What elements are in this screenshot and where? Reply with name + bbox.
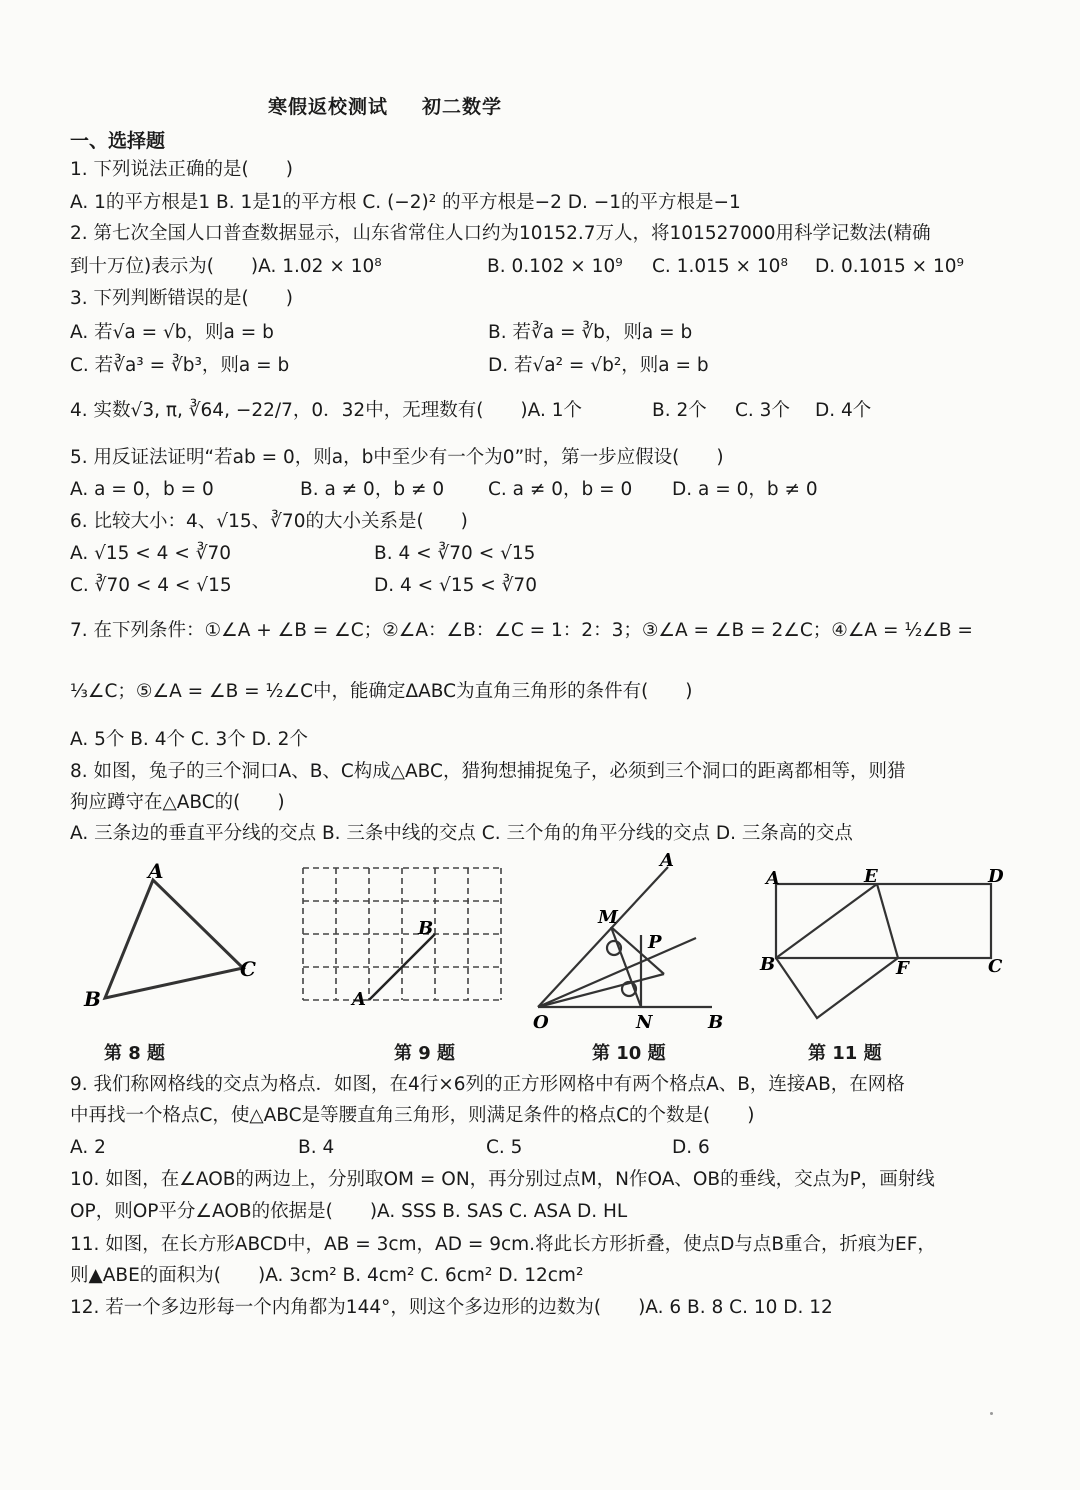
- fig11-label-f: F: [896, 958, 909, 979]
- q4-stem: 4. 实数√3, π, ∛64, −22/7，0．32中，无理数有( )A. 1个: [70, 400, 582, 421]
- q9-stem: 9. 我们称网格线的交点为格点．如图，在4行×6列的正方形网格中有两个格点A、B，连接AB，在网格: [70, 1074, 905, 1095]
- q10-stem: 10. 如图，在∠AOB的两边上，分别取OM = ON，再分别过点M，N作OA、OB的垂线，交点为P，画射线: [70, 1169, 935, 1190]
- q9-stem-line2: 中再找一个格点C，使△ABC是等腰直角三角形，则满足条件的格点C的个数是( ): [70, 1105, 755, 1126]
- fig10-label-n: N: [636, 1012, 653, 1033]
- fig11-label-c: C: [988, 956, 1003, 977]
- q2-option-b: B. 0.102 × 10⁹: [487, 256, 623, 277]
- section-heading: 一、选择题: [70, 130, 166, 152]
- q5-option-d: D. a = 0，b ≠ 0: [672, 479, 818, 500]
- q9-option-a: A. 2: [70, 1137, 106, 1158]
- q6-option-d: D. 4 < √15 < ∛70: [374, 575, 537, 596]
- fig11-caption: 第 11 题: [808, 1043, 882, 1064]
- q12-stem: 12. 若一个多边形每一个内角都为144°，则这个多边形的边数为( )A. 6 B. 8 C. 10 D. 12: [70, 1297, 833, 1318]
- fig8-label-a: A: [148, 859, 164, 883]
- q2-stem-line2: 到十万位)表示为( )A. 1.02 × 10⁸: [70, 256, 382, 277]
- q3-option-c: C. 若∛a³ = ∛b³，则a = b: [70, 355, 290, 376]
- q3-option-a: A. 若√a = √b，则a = b: [70, 322, 274, 343]
- q10-stem-line2: OP，则OP平分∠AOB的依据是( )A. SSS B. SAS C. ASA D. HL: [70, 1201, 628, 1222]
- q6-option-b: B. 4 < ∛70 < √15: [374, 543, 536, 564]
- fig11-label-e: E: [864, 866, 878, 887]
- fig10-label-a: A: [660, 850, 674, 871]
- q9-option-c: C. 5: [486, 1137, 523, 1158]
- fig9-caption: 第 9 题: [394, 1043, 456, 1064]
- q5-stem: 5. 用反证法证明“若ab = 0，则a，b中至少有一个为0”时，第一步应假设( ): [70, 447, 724, 468]
- fig10-label-b: B: [708, 1012, 724, 1033]
- q4-option-d: D. 4个: [815, 400, 872, 421]
- fig11-label-d: D: [988, 866, 1004, 887]
- exam-title: [268, 92, 502, 119]
- figure-10-angle: [538, 867, 712, 1007]
- q5-option-c: C. a ≠ 0，b = 0: [488, 479, 633, 500]
- fig9-label-b: B: [418, 918, 434, 939]
- q9-option-d: D. 6: [672, 1137, 710, 1158]
- title-text: 寒假返校测试: [268, 96, 389, 118]
- fig11-label-a: A: [766, 868, 780, 889]
- q8-stem-line2: 狗应蹲守在△ABC的( ): [70, 792, 285, 813]
- q7-stem: 7. 在下列条件：①∠A + ∠B = ∠C；②∠A：∠B：∠C = 1：2：3；③∠A = ∠B = 2∠C；④∠A = ½∠B =: [70, 620, 973, 641]
- subtitle-text: 初二数学: [422, 96, 503, 118]
- q11-stem-line2: 则▲ABE的面积为( )A. 3cm² B. 4cm² C. 6cm² D. 12cm²: [70, 1265, 584, 1286]
- q3-option-d: D. 若√a² = √b²，则a = b: [488, 355, 709, 376]
- fig10-label-p: P: [648, 932, 662, 953]
- fig11-label-b: B: [760, 954, 776, 975]
- q6-option-c: C. ∛70 < 4 < √15: [70, 575, 232, 596]
- q9-option-b: B. 4: [298, 1137, 335, 1158]
- fig10-label-m: M: [598, 907, 618, 928]
- q4-option-b: B. 2个: [652, 400, 707, 421]
- rectangle-abcd: [776, 884, 991, 958]
- figures-row: [0, 850, 1080, 1035]
- q8-options: A. 三条边的垂直平分线的交点 B. 三条中线的交点 C. 三个角的角平分线的交点 D. 三条高的交点: [70, 823, 853, 844]
- q4-option-c: C. 3个: [735, 400, 790, 421]
- q6-option-a: A. √15 < 4 < ∛70: [70, 543, 232, 564]
- q5-option-b: B. a ≠ 0，b ≠ 0: [300, 479, 445, 500]
- q1-options: A. 1的平方根是1 B. 1是1的平方根 C. (−2)² 的平方根是−2 D. −1的平方根是−1: [70, 192, 741, 213]
- fig10-caption: 第 10 题: [592, 1043, 666, 1064]
- fig9-label-a: A: [352, 989, 366, 1010]
- figure-11-rectangle: [776, 884, 991, 1018]
- figure-8-triangle: [105, 880, 243, 998]
- q8-stem: 8. 如图，兔子的三个洞口A、B、C构成△ABC，猎狗想捕捉兔子，必须到三个洞口的距离都相等，则猎: [70, 761, 906, 782]
- q7-stem-line2: ⅓∠C；⑤∠A = ∠B = ½∠C中，能确定ΔABC为直角三角形的条件有( ): [70, 681, 693, 702]
- q2-stem: 2. 第七次全国人口普查数据显示，山东省常住人口约为10152.7万人，将101527000用科学记数法(精确: [70, 223, 931, 244]
- q11-stem: 11. 如图，在长方形ABCD中，AB = 3cm，AD = 9cm.将此长方形折叠，使点D与点B重合，折痕为EF，: [70, 1234, 936, 1255]
- q7-options: A. 5个 B. 4个 C. 3个 D. 2个: [70, 729, 308, 750]
- q3-stem: 3. 下列判断错误的是( ): [70, 288, 293, 309]
- figure-9-grid: [303, 868, 501, 1000]
- triangle-abc: [105, 880, 243, 998]
- q3-option-b: B. 若∛a = ∛b，则a = b: [488, 322, 693, 343]
- scan-speck: [990, 1412, 993, 1415]
- q2-option-d: D. 0.1015 × 10⁹: [815, 256, 964, 277]
- q2-option-c: C. 1.015 × 10⁸: [652, 256, 788, 277]
- q6-stem: 6. 比较大小：4、√15、∛70的大小关系是( ): [70, 511, 468, 532]
- fig8-label-c: C: [240, 957, 256, 981]
- fig8-caption: 第 8 题: [104, 1043, 166, 1064]
- q1-stem: 1. 下列说法正确的是( ): [70, 159, 293, 180]
- fig10-label-o: O: [533, 1012, 549, 1033]
- q5-option-a: A. a = 0，b = 0: [70, 479, 214, 500]
- fig8-label-b: B: [84, 987, 101, 1011]
